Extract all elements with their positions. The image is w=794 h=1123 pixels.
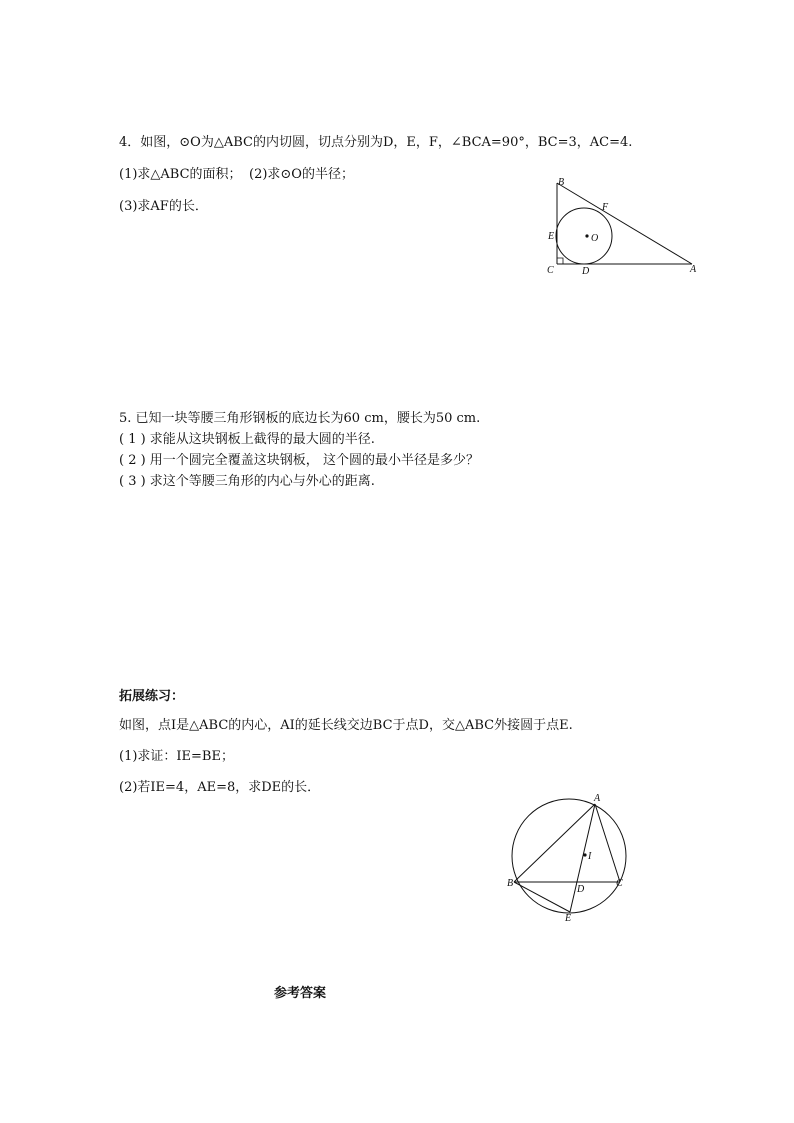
q4-right-angle-mark — [557, 258, 563, 264]
q4-label-b: B — [558, 177, 565, 188]
q4-label-e: E — [548, 231, 555, 242]
ext-label-c: C — [616, 878, 623, 889]
q4-figure — [540, 170, 710, 280]
extension-figure — [500, 790, 650, 930]
extension-stem: 如图，点I是△ABC的内心，AI的延长线交边BC于点D，交△ABC外接圆于点E. — [119, 718, 573, 733]
answers-heading: 参考答案 — [274, 986, 327, 1001]
q4-label-c: C — [547, 265, 554, 276]
q4-part1: (1)求△ABC的面积； — [119, 167, 242, 182]
extension-part1: (1)求证：IE=BE； — [119, 749, 234, 764]
q4-incircle — [556, 208, 612, 264]
ext-label-d: D — [577, 884, 585, 895]
q4-part3: (3)求AF的长． — [119, 199, 208, 214]
ext-side-ab — [514, 804, 595, 882]
q4-center-point — [585, 234, 588, 237]
ext-segment-be — [514, 882, 570, 912]
q4-stem: 4．如图，⊙O为△ABC的内切圆，切点分别为D，E，F，∠BCA=90°，BC=3，AC=4. — [119, 135, 633, 150]
q5-stem: 5. 已知一块等腰三角形钢板的底边长为60 cm，腰长为50 cm. — [119, 411, 481, 426]
ext-label-i: I — [588, 851, 592, 862]
extension-heading: 拓展练习： — [119, 689, 185, 704]
q4-label-f: F — [602, 202, 609, 213]
q5-part1: ( 1 ) 求能从这块钢板上截得的最大圆的半径. — [119, 432, 375, 447]
ext-circumcircle — [512, 799, 626, 913]
q4-part2: (2)求⊙O的半径； — [249, 167, 354, 182]
q5-part3: ( 3 ) 求这个等腰三角形的内心与外心的距离. — [119, 474, 375, 489]
ext-incenter-point — [583, 853, 586, 856]
ext-side-ac — [595, 804, 620, 882]
q4-label-a: A — [690, 264, 697, 275]
q4-label-d: D — [582, 266, 590, 277]
extension-part2: (2)若IE=4，AE=8，求DE的长． — [119, 780, 321, 795]
ext-label-b: B — [507, 878, 514, 889]
q4-label-o: O — [591, 233, 599, 244]
q4-triangle — [557, 183, 692, 264]
ext-label-a: A — [594, 793, 601, 804]
q4-side-ab — [557, 183, 692, 264]
q5-part2: ( 2 ) 用一个圆完全覆盖这块钢板， 这个圆的最小半径是多少？ — [119, 453, 479, 468]
ext-label-e: E — [565, 913, 572, 924]
